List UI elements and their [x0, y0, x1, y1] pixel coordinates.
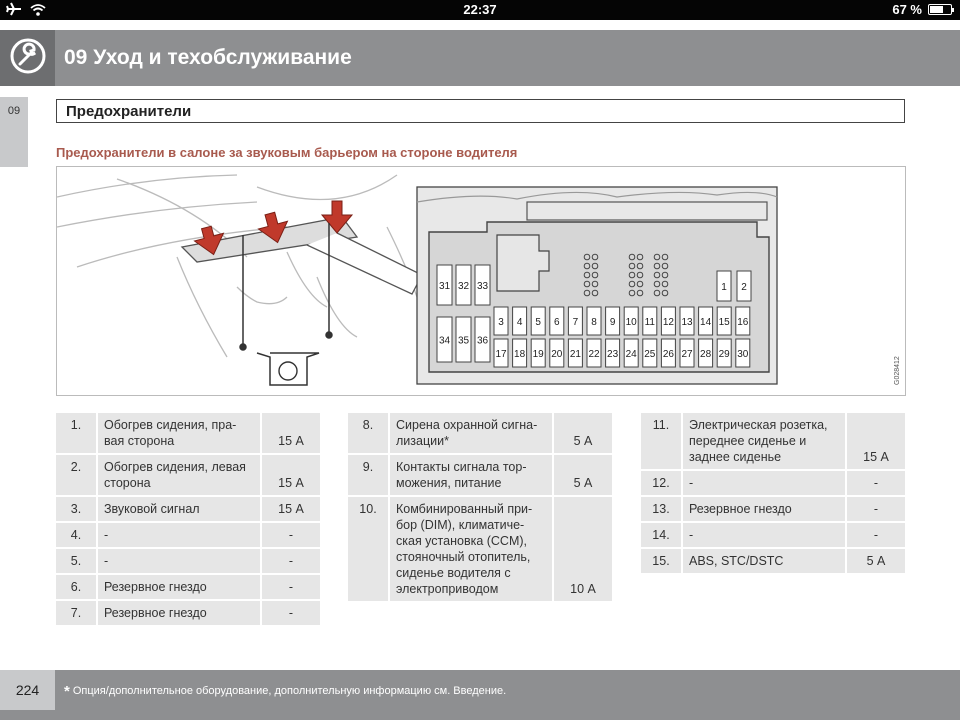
fuse-description: Резервное гнездо — [683, 497, 847, 521]
fuse-slot — [568, 307, 582, 335]
page-number: 224 — [0, 670, 55, 710]
fuse-slot — [513, 307, 527, 335]
fuse-description: Обогрев сидения, левая сторона — [98, 455, 262, 495]
table-row — [348, 497, 612, 601]
fuse-label: 34 — [438, 335, 451, 347]
fuse-box-diagram — [56, 166, 906, 396]
table-row — [348, 455, 612, 495]
fuse-label: 22 — [588, 349, 600, 360]
fuse-label: 6 — [554, 317, 560, 328]
fuse-amperage: 15 А — [262, 455, 320, 495]
fuse-label: 3 — [498, 317, 504, 328]
fuse-slot — [531, 307, 545, 335]
fuse-slot — [587, 339, 601, 367]
fuse-label: 32 — [457, 281, 470, 292]
fuse-amperage: 15 А — [262, 413, 320, 453]
wrench-icon — [9, 37, 47, 80]
fuse-label: 33 — [476, 281, 489, 292]
fuse-amperage: - — [262, 549, 320, 573]
fuse-label: 7 — [572, 317, 579, 328]
fuse-amperage: 5 А — [847, 549, 905, 573]
fuse-label: 19 — [532, 349, 544, 360]
fuse-label: 24 — [625, 349, 637, 360]
fuse-label: 31 — [438, 281, 451, 292]
fuse-slot — [699, 339, 713, 367]
fuse-slot — [587, 307, 601, 335]
fuse-label: 29 — [718, 349, 730, 360]
fuse-label: 13 — [681, 317, 693, 328]
table-row — [348, 413, 612, 453]
fuse-amperage: - — [262, 523, 320, 547]
fuse-label: 23 — [607, 349, 619, 360]
fuse-slot — [568, 339, 582, 367]
fuse-label: 1 — [721, 282, 727, 293]
fuse-label: 4 — [516, 317, 523, 328]
fuse-slot — [606, 307, 620, 335]
fuse-slot — [643, 307, 657, 335]
fuse-label: 5 — [535, 317, 541, 328]
fuse-label: 25 — [644, 349, 656, 360]
fuse-number: 6. — [56, 575, 98, 599]
footnote-mark: * — [64, 683, 70, 700]
fuse-description: Резервное гнездо — [98, 575, 262, 599]
fuse-description: ABS, STC/DSTC — [683, 549, 847, 573]
page-footer — [0, 670, 960, 720]
fuse-label: 21 — [569, 349, 581, 360]
fuse-amperage: - — [847, 497, 905, 521]
fuse-number: 8. — [348, 413, 390, 453]
fuse-description: - — [98, 523, 262, 547]
fuse-number: 2. — [56, 455, 98, 495]
fuse-description: Резервное гнездо — [98, 601, 262, 625]
fuse-slot — [643, 339, 657, 367]
fuse-number: 15. — [641, 549, 683, 573]
fuse-slot — [736, 339, 750, 367]
fuse-slot — [661, 307, 675, 335]
fuse-label: 26 — [662, 349, 674, 360]
fuse-description: - — [683, 471, 847, 495]
fuse-amperage: 5 А — [554, 455, 612, 495]
fuse-number: 10. — [348, 497, 390, 601]
fuse-description: Электрическая розетка, переднее сиденье и заднее сиденье — [683, 413, 847, 469]
fuse-label: 9 — [609, 317, 616, 328]
fuse-slot — [437, 265, 452, 305]
fuse-label: 10 — [625, 317, 637, 328]
table-row — [641, 471, 905, 495]
table-row — [56, 413, 320, 453]
fuse-slot — [737, 271, 751, 301]
section-title: Предохранители — [56, 99, 905, 123]
fuse-amperage: 5 А — [554, 413, 612, 453]
fuse-number: 11. — [641, 413, 683, 469]
fuse-table-3 — [641, 411, 905, 575]
fuse-slot — [680, 339, 694, 367]
fuse-number: 12. — [641, 471, 683, 495]
table-row — [641, 413, 905, 469]
fuse-table-2 — [348, 411, 612, 603]
fuse-label: 8 — [591, 317, 597, 328]
chapter-side-tab[interactable]: 09 — [0, 97, 28, 167]
fuse-slot — [550, 307, 564, 335]
table-row — [56, 549, 320, 573]
fuse-amperage: 15 А — [847, 413, 905, 469]
fuse-amperage: - — [262, 575, 320, 599]
fuse-table-1 — [56, 411, 320, 627]
battery-icon — [928, 4, 952, 15]
fuse-description: Обогрев сидения, пра- вая сторона — [98, 413, 262, 453]
fuse-label: 36 — [476, 335, 489, 347]
fuse-amperage: 10 А — [554, 497, 612, 601]
fuse-number: 3. — [56, 497, 98, 521]
fuse-label: 15 — [718, 317, 730, 328]
fuse-amperage: - — [847, 471, 905, 495]
fuse-label: 17 — [495, 349, 507, 360]
fuse-slot — [531, 339, 545, 367]
fuse-slot — [661, 339, 675, 367]
fuse-slot — [624, 307, 638, 335]
fuse-label: 11 — [644, 317, 655, 328]
battery-percent: 67 % — [892, 2, 922, 17]
fuse-slot — [475, 317, 490, 362]
fuse-label: 35 — [457, 335, 470, 347]
chapter-title: 09 Уход и техобслуживание — [64, 46, 352, 69]
table-row — [56, 601, 320, 625]
fuse-description: Контакты сигнала тор- можения, питание — [390, 455, 554, 495]
fuse-slot — [513, 339, 527, 367]
battery-fill — [930, 6, 943, 13]
fuse-number: 13. — [641, 497, 683, 521]
fuse-slot — [475, 265, 490, 305]
fuse-description: Звуковой сигнал — [98, 497, 262, 521]
fuse-slot — [606, 339, 620, 367]
table-row — [641, 497, 905, 521]
fuse-label: 28 — [700, 349, 712, 360]
section-subtitle: Предохранители в салоне за звуковым барьером на стороне водителя — [56, 145, 518, 160]
table-row — [56, 523, 320, 547]
fuse-number: 14. — [641, 523, 683, 547]
table-row — [56, 497, 320, 521]
fuse-label: 27 — [681, 349, 693, 360]
fuse-number: 4. — [56, 523, 98, 547]
footnote-text: Опция/дополнительное оборудование, дополнительную информацию см. Введение. — [72, 685, 507, 697]
fuse-description: Сирена охранной сигна- лизации* — [390, 413, 554, 453]
clock: 22:37 — [463, 2, 497, 17]
fuse-slot — [550, 339, 564, 367]
fuse-slot — [736, 307, 750, 335]
fuse-slot — [717, 339, 731, 367]
table-row — [56, 455, 320, 495]
chapter-header — [0, 30, 960, 86]
fuse-label: 2 — [741, 282, 747, 293]
fuse-label: 30 — [737, 349, 749, 360]
fuse-slot — [680, 307, 694, 335]
table-row — [641, 523, 905, 547]
status-bar — [0, 0, 960, 20]
fuse-number: 9. — [348, 455, 390, 495]
fuse-slot — [717, 271, 731, 301]
chapter-icon-box — [0, 30, 55, 86]
footnote — [64, 683, 506, 700]
table-row — [641, 549, 905, 573]
fuse-slot — [456, 265, 471, 305]
fuse-number: 7. — [56, 601, 98, 625]
fuse-slot — [437, 317, 452, 362]
fuse-description: Комбинированный при- бор (DIM), климатиче- ская установка (CCM), стояночный отопитель, сиденье водителя с электроприводом — [390, 497, 554, 601]
fuse-description: - — [683, 523, 847, 547]
fuse-label: 20 — [551, 349, 563, 360]
diagram-code: G028412 — [894, 356, 901, 385]
fuse-box-illustration — [57, 167, 905, 395]
fuse-slot — [494, 307, 508, 335]
fuse-label: 16 — [737, 317, 749, 328]
fuse-amperage: - — [847, 523, 905, 547]
fuse-slot — [699, 307, 713, 335]
fuse-number: 1. — [56, 413, 98, 453]
fuse-slot — [717, 307, 731, 335]
fuse-slot — [456, 317, 471, 362]
fuse-label: 18 — [514, 349, 526, 360]
fuse-slot — [624, 339, 638, 367]
fuse-amperage: - — [262, 601, 320, 625]
fuse-label: 14 — [700, 317, 712, 328]
fuse-amperage: 15 А — [262, 497, 320, 521]
fuse-number: 5. — [56, 549, 98, 573]
fuse-label: 12 — [662, 317, 674, 328]
fuse-slot — [494, 339, 508, 367]
table-row — [56, 575, 320, 599]
fuse-description: - — [98, 549, 262, 573]
